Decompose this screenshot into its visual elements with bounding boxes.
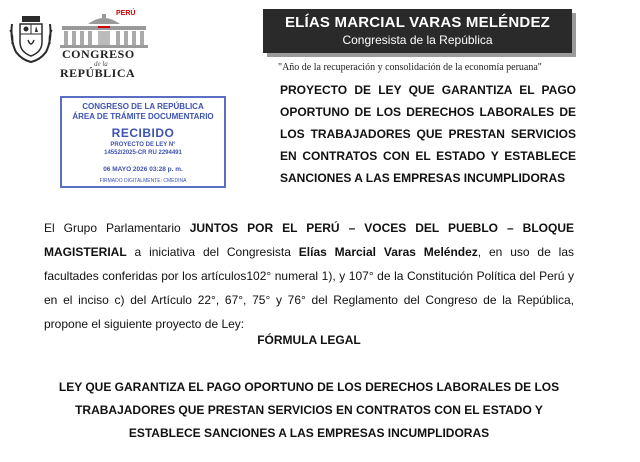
stamp-status: RECIBIDO [111,126,175,140]
peru-coat-of-arms-icon [8,10,54,64]
congresista-name: ELÍAS MARCIAL VARAS MELÉNDEZ [284,14,551,31]
logo-peru-text: PERÚ [116,10,136,17]
logo-dela-text: de la [94,60,108,68]
stamp-line1: CONGRESO DE LA REPÚBLICA [82,102,204,111]
author-name: Elías Marcial Varas Meléndez [298,245,478,259]
congresista-banner [263,9,572,53]
body-text-1: El Grupo Parlamentario [44,221,190,235]
stamp-signature: FIRMADO DIGITALMENTE: CMEDINA [99,178,187,184]
logo-republica-text: REPÚBLICA [60,66,136,80]
stamp-line2: ÁREA DE TRÁMITE DOCUMENTARIO [72,112,214,121]
body-text-3: , en uso de las facultades conferidas por los artículos102° numeral 1), y 107° de la Constitución Política del Perú y en el inciso c) del Artículo 22°, 67°, 75° y 76° del Reglamento del Congreso de la República, propone el siguiente proyecto de Ley: [44,245,574,331]
law-title: LEY QUE GARANTIZA EL PAGO OPORTUNO DE LOS DERECHOS LABORALES DE LOS TRABAJADORES QUE PRESTAN SERVICIOS EN CONTRATOS CON EL ESTADO Y ESTABLECE SANCIONES A LAS EMPRESAS INCUMPLIDORAS [58,380,560,440]
congreso-logo [58,10,150,78]
stamp-date: 06 MAYO 2026 03:28 p. m. [103,166,183,173]
reception-stamp [60,96,226,188]
stamp-project-label: PROYECTO DE LEY N° [110,142,176,148]
logo-congreso-text: CONGRESO [62,47,135,61]
bill-title: PROYECTO DE LEY QUE GARANTIZA EL PAGO OPORTUNO DE LOS DERECHOS LABORALES DE LOS TRABAJADORES QUE PRESTAN SERVICIOS EN CONTRATOS CON EL ESTADO Y ESTABLECE SANCIONES A LAS EMPRESAS INCUMPLIDORAS [280,83,576,185]
congresista-role: Congresista de la República [342,33,493,47]
year-motto: "Año de la recuperación y consolidación de la economía peruana" [278,62,542,73]
bill-intro-paragraph [44,216,574,336]
congress-building-icon [58,14,150,50]
parliamentary-group: JUNTOS POR EL PERÚ – VOCES DEL PUEBLO – BLOQUE MAGISTERIAL [44,221,575,259]
formula-legal-heading: FÓRMULA LEGAL [257,333,361,347]
body-text-2: a iniciativa del Congresista [126,245,299,259]
stamp-project-number: 14552/2025-CR RU 2294491 [104,150,182,156]
